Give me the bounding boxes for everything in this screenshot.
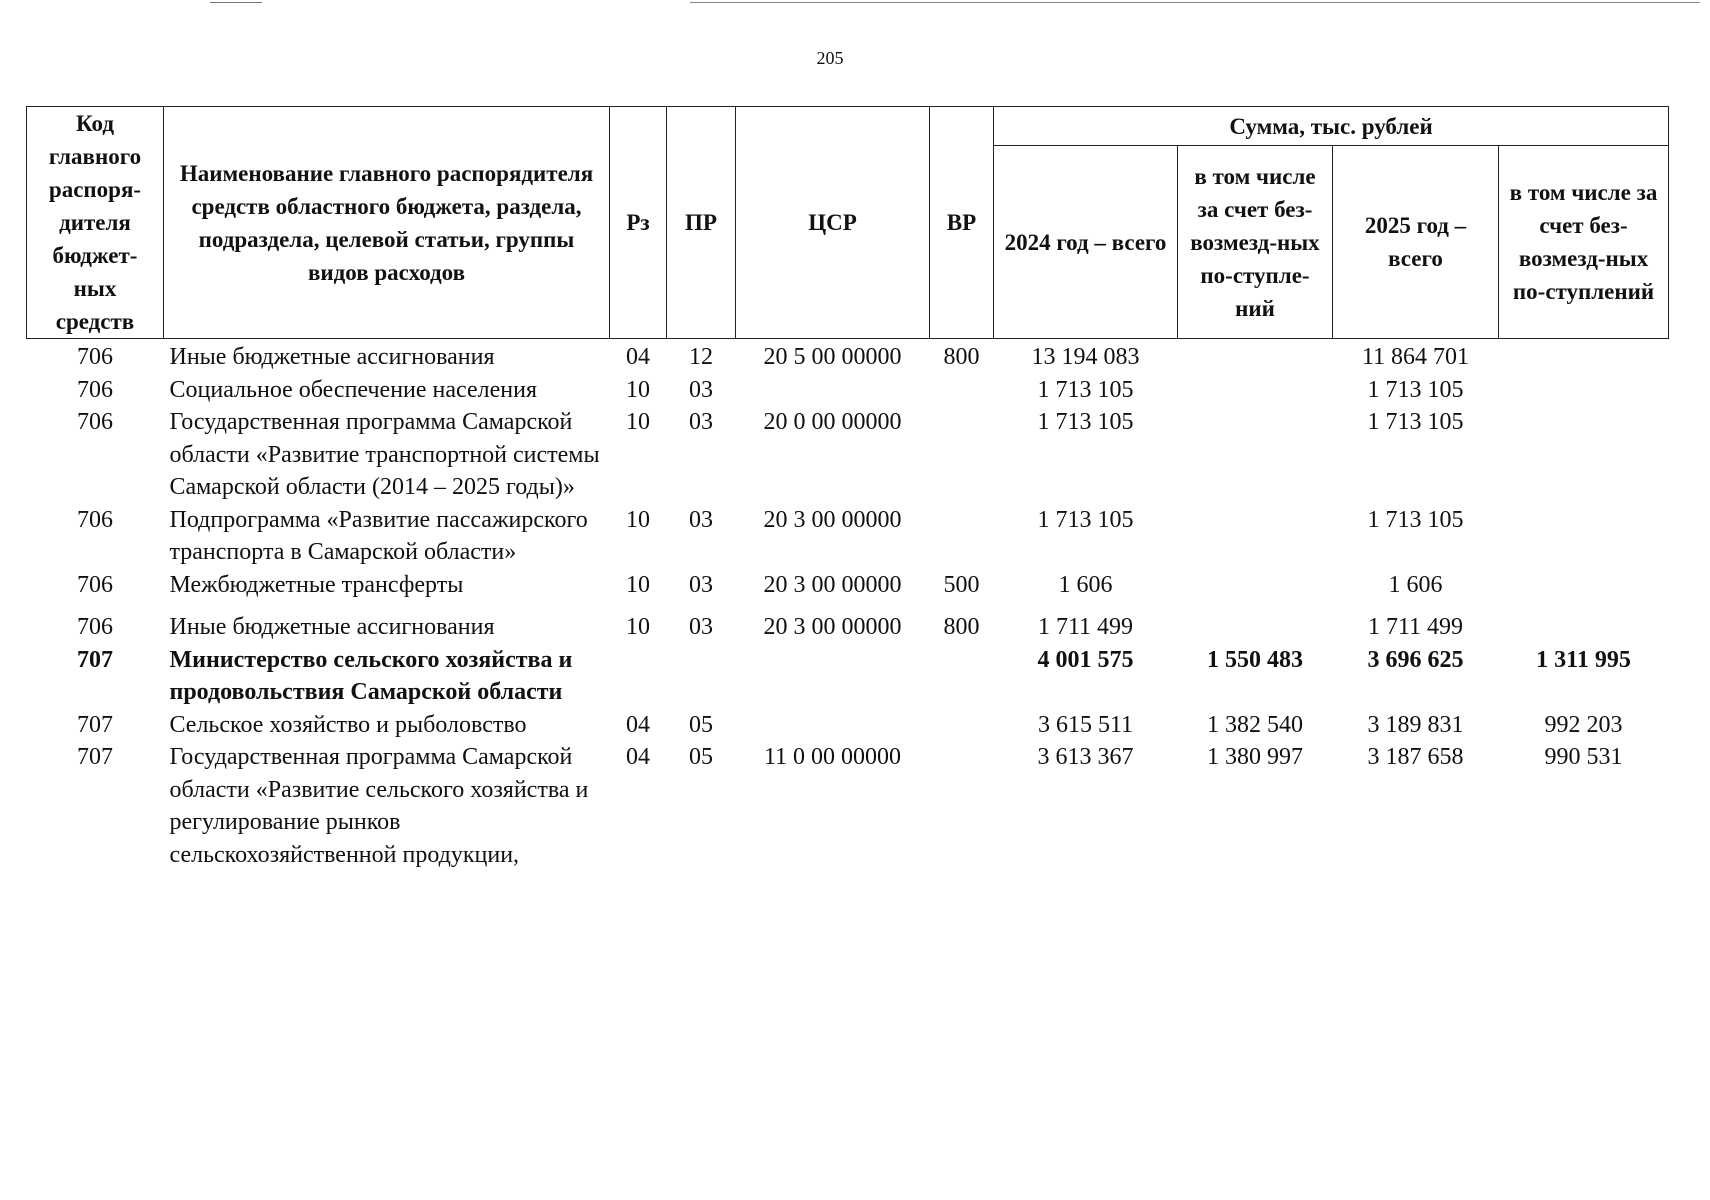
table-row <box>27 741 1669 871</box>
cell-pr: 05 <box>689 711 713 738</box>
cell-2025-free <box>1499 339 1669 374</box>
cell-pr <box>667 644 736 709</box>
cell-2024-free: 1 380 997 <box>1207 744 1303 770</box>
cell-csr <box>736 709 930 742</box>
cell-2024-free <box>1178 504 1333 569</box>
cell-2024-total: 1 606 <box>1058 571 1113 598</box>
cell-vr: 500 <box>943 571 980 598</box>
cell-rz: 10 <box>626 506 650 533</box>
cell-rz: 10 <box>626 376 650 403</box>
cell-2024-free <box>1178 601 1333 644</box>
cell-vr <box>930 406 994 504</box>
header-row <box>27 107 1669 146</box>
cell-name: Государственная программа Самарской области «Развитие транспортной системы Самарской области (2014 – 2025 годы)» <box>169 409 600 500</box>
table-row <box>27 569 1669 602</box>
cell-vr: 800 <box>943 614 980 640</box>
header-pr: ПР <box>667 107 736 339</box>
cell-2024-total: 3 613 367 <box>1037 744 1134 770</box>
cell-name: Государственная программа Самарской области «Развитие сельского хозяйства и регулирование рынков сельскохозяйственной продукции, <box>169 744 589 868</box>
header-code: Код главного распоря-дителя бюджет-ных средств <box>27 107 164 339</box>
cell-code: 706 <box>77 409 113 435</box>
table-header <box>27 107 1669 339</box>
cell-csr: 20 3 00 00000 <box>763 614 902 640</box>
table-body <box>27 339 1669 872</box>
table-row <box>27 601 1669 644</box>
scan-line <box>210 2 262 3</box>
header-rz: Рз <box>610 107 667 339</box>
cell-rz: 04 <box>626 344 650 370</box>
cell-code: 706 <box>77 506 113 533</box>
cell-pr: 03 <box>689 506 713 533</box>
cell-code: 706 <box>77 344 113 370</box>
cell-2025-free: 992 203 <box>1544 711 1623 738</box>
cell-2025-total: 1 713 105 <box>1367 506 1464 533</box>
cell-2024-free <box>1178 374 1333 407</box>
cell-2025-total: 3 187 658 <box>1367 744 1464 770</box>
cell-code: 706 <box>77 376 113 403</box>
cell-2024-total: 1 713 105 <box>1037 506 1134 533</box>
cell-csr: 20 5 00 00000 <box>763 344 902 370</box>
header-2024-free: в том числе за счет без-возмезд-ных по-ступле-ний <box>1178 146 1333 339</box>
header-sum-title: Сумма, тыс. рублей <box>994 107 1669 146</box>
cell-2024-free <box>1178 406 1333 504</box>
cell-name: Министерство сельского хозяйства и продовольствия Самарской области <box>169 646 573 705</box>
page-number: 205 <box>816 48 844 68</box>
cell-rz: 10 <box>626 571 650 598</box>
header-2025-free: в том числе за счет без-возмезд-ных по-ступлений <box>1499 146 1669 339</box>
cell-2024-total: 3 615 511 <box>1037 711 1134 738</box>
cell-vr <box>930 741 994 871</box>
cell-2025-free <box>1499 504 1669 569</box>
table-row <box>27 709 1669 742</box>
table-row <box>27 644 1669 709</box>
cell-2025-total: 1 713 105 <box>1367 409 1464 435</box>
cell-2025-free: 990 531 <box>1544 744 1623 770</box>
cell-code: 706 <box>77 571 113 598</box>
cell-pr: 12 <box>689 344 713 370</box>
header-name: Наименование главного распорядителя средств областного бюджета, раздела, подраздела, целевой статьи, группы видов расходов <box>164 107 610 339</box>
header-2025-total: 2025 год – всего <box>1333 146 1499 339</box>
cell-2024-total: 4 001 575 <box>1037 646 1134 673</box>
header-vr: ВР <box>930 107 994 339</box>
table-row <box>27 339 1669 374</box>
cell-2025-total: 1 713 105 <box>1367 376 1464 403</box>
cell-code: 707 <box>77 744 113 770</box>
cell-rz: 10 <box>626 409 650 435</box>
cell-2024-free <box>1178 339 1333 374</box>
cell-name: Межбюджетные трансферты <box>169 571 464 598</box>
cell-vr <box>930 709 994 742</box>
cell-2025-total: 11 864 701 <box>1361 344 1470 370</box>
cell-csr <box>736 374 930 407</box>
table-row <box>27 406 1669 504</box>
cell-vr <box>930 504 994 569</box>
cell-2025-total: 1 711 499 <box>1367 614 1464 640</box>
table-row <box>27 504 1669 569</box>
cell-vr: 800 <box>943 344 980 370</box>
cell-name: Сельское хозяйство и рыболовство <box>169 711 527 738</box>
cell-code: 707 <box>77 711 113 738</box>
table-row <box>27 374 1669 407</box>
cell-name: Иные бюджетные ассигнования <box>169 344 495 370</box>
cell-2024-total: 1 713 105 <box>1037 376 1134 403</box>
scan-line <box>690 2 1700 3</box>
cell-2025-free <box>1499 374 1669 407</box>
header-2024-total: 2024 год – всего <box>994 146 1178 339</box>
cell-name: Подпрограмма «Развитие пассажирского транспорта в Самарской области» <box>169 506 588 565</box>
cell-rz <box>610 644 667 709</box>
header-csr: ЦСР <box>736 107 930 339</box>
cell-2024-total: 13 194 083 <box>1031 344 1140 370</box>
cell-csr: 20 3 00 00000 <box>763 571 902 598</box>
cell-csr <box>736 644 930 709</box>
cell-pr: 05 <box>689 744 713 770</box>
cell-vr <box>930 644 994 709</box>
cell-2025-free: 1 311 995 <box>1536 646 1631 673</box>
cell-pr: 03 <box>689 614 713 640</box>
cell-2025-free <box>1499 601 1669 644</box>
cell-2025-free <box>1499 406 1669 504</box>
cell-2025-total: 1 606 <box>1388 571 1443 598</box>
cell-2024-total: 1 711 499 <box>1037 614 1134 640</box>
cell-code: 706 <box>77 614 113 640</box>
cell-name: Иные бюджетные ассигнования <box>169 614 495 640</box>
cell-2025-total: 3 189 831 <box>1367 711 1464 738</box>
cell-csr: 20 3 00 00000 <box>763 506 902 533</box>
cell-2024-free <box>1178 569 1333 602</box>
cell-csr: 20 0 00 00000 <box>763 409 902 435</box>
cell-pr: 03 <box>689 376 713 403</box>
cell-pr: 03 <box>689 571 713 598</box>
cell-code: 707 <box>77 646 113 673</box>
budget-table <box>26 106 1669 871</box>
cell-csr: 11 0 00 00000 <box>763 744 902 770</box>
cell-rz: 04 <box>626 711 650 738</box>
cell-rz: 04 <box>626 744 650 770</box>
cell-2024-total: 1 713 105 <box>1037 409 1134 435</box>
cell-name: Социальное обеспечение населения <box>169 376 537 403</box>
cell-2025-total: 3 696 625 <box>1367 646 1464 673</box>
cell-vr <box>930 374 994 407</box>
cell-2024-free: 1 550 483 <box>1207 646 1303 673</box>
cell-pr: 03 <box>689 409 713 435</box>
cell-2024-free: 1 382 540 <box>1207 711 1303 738</box>
cell-rz: 10 <box>626 614 650 640</box>
cell-2025-free <box>1499 569 1669 602</box>
